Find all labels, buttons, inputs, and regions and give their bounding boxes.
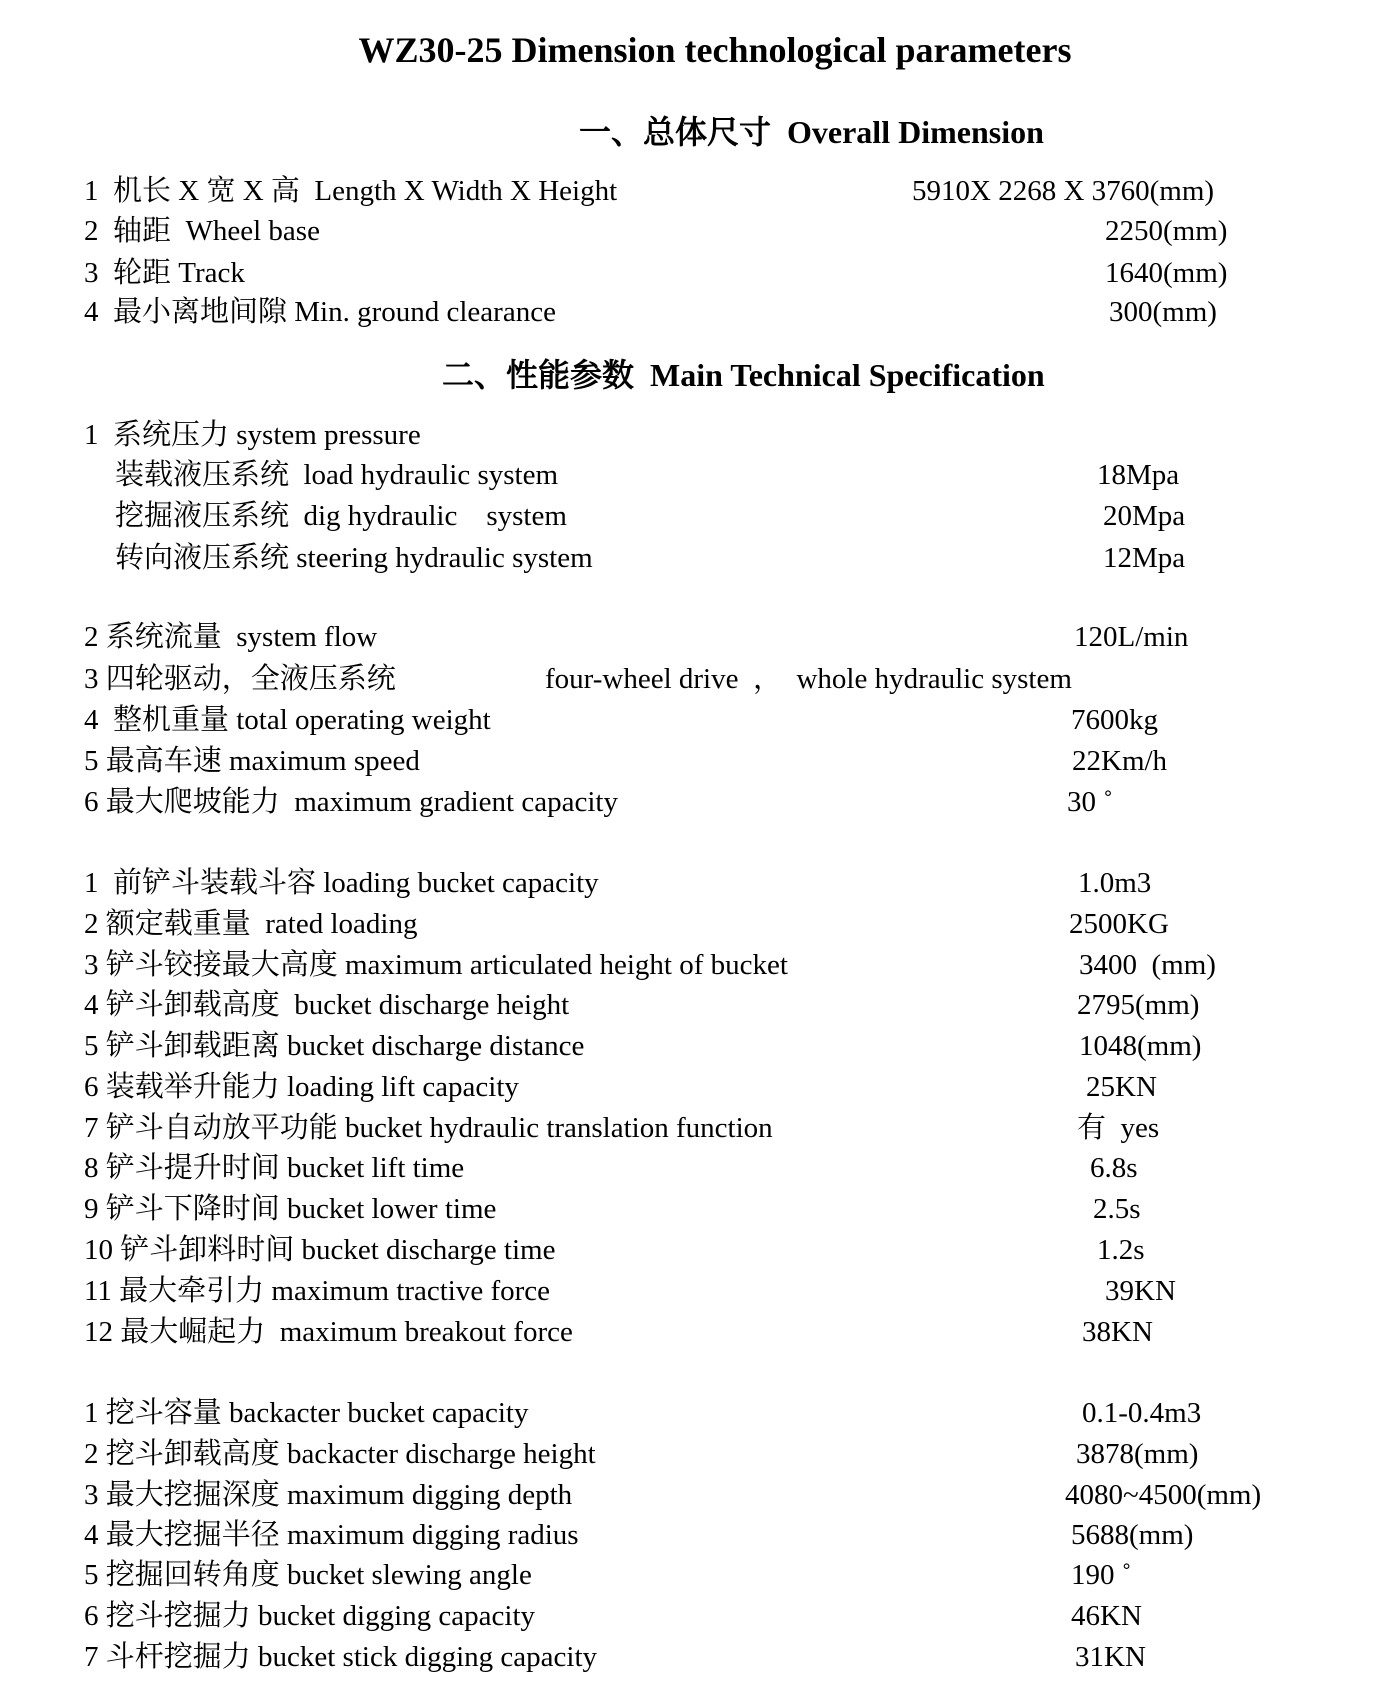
spec-label: 1 前铲斗装载斗容 loading bucket capacity bbox=[84, 867, 599, 899]
section-heading: 一、总体尺寸 Overall Dimension bbox=[579, 114, 1044, 150]
spec-value: 1048(mm) bbox=[1079, 1030, 1202, 1062]
spec-value: 2795(mm) bbox=[1077, 989, 1200, 1021]
spec-label: 8 铲斗提升时间 bucket lift time bbox=[84, 1152, 465, 1184]
spec-value: 38KN bbox=[1082, 1316, 1153, 1348]
spec-value: four-wheel drive ， whole hydraulic system bbox=[545, 663, 1072, 695]
spec-label: 2 轴距 Wheel base bbox=[84, 215, 320, 247]
spec-label: 5 最高车速 maximum speed bbox=[84, 745, 420, 777]
spec-value: 7600kg bbox=[1071, 704, 1158, 736]
spec-label: 3 四轮驱动，全液压系统 bbox=[84, 663, 396, 695]
spec-value: 有 yes bbox=[1077, 1112, 1160, 1144]
spec-label: 转向液压系统 steering hydraulic system bbox=[115, 542, 593, 574]
spec-label: 装载液压系统 load hydraulic system bbox=[115, 459, 559, 491]
spec-label: 7 铲斗自动放平功能 bucket hydraulic translation function bbox=[84, 1112, 773, 1144]
spec-label: 5 铲斗卸载距离 bucket discharge distance bbox=[84, 1030, 585, 1062]
spec-value: 18Mpa bbox=[1097, 459, 1180, 491]
spec-value: 300(mm) bbox=[1109, 296, 1217, 328]
spec-label: 3 轮距 Track bbox=[84, 257, 245, 289]
spec-value: 25KN bbox=[1086, 1071, 1157, 1103]
section-heading: 二、性能参数 Main Technical Specification bbox=[442, 357, 1045, 393]
spec-label: 3 最大挖掘深度 maximum digging depth bbox=[84, 1479, 573, 1511]
spec-value: 190 ˚ bbox=[1071, 1559, 1132, 1591]
spec-label: 9 铲斗下降时间 bucket lower time bbox=[84, 1193, 497, 1225]
spec-value: 46KN bbox=[1071, 1600, 1142, 1632]
spec-label: 1 系统压力 system pressure bbox=[84, 419, 421, 451]
spec-value: 22Km/h bbox=[1072, 745, 1168, 777]
spec-value: 1.0m3 bbox=[1078, 867, 1152, 899]
spec-label: 11 最大牵引力 maximum tractive force bbox=[84, 1275, 551, 1307]
spec-value: 30 ˚ bbox=[1067, 786, 1113, 818]
spec-label: 2 系统流量 system flow bbox=[84, 621, 378, 653]
spec-label: 7 斗杆挖掘力 bucket stick digging capacity bbox=[84, 1641, 598, 1673]
spec-label: 4 整机重量 total operating weight bbox=[84, 704, 491, 736]
document-title: WZ30-25 Dimension technological parameters bbox=[358, 30, 1072, 70]
spec-value: 6.8s bbox=[1090, 1152, 1138, 1184]
spec-value: 4080~4500(mm) bbox=[1065, 1479, 1262, 1511]
spec-label: 6 最大爬坡能力 maximum gradient capacity bbox=[84, 786, 618, 818]
spec-value: 39KN bbox=[1105, 1275, 1176, 1307]
spec-value: 2500KG bbox=[1069, 908, 1169, 940]
spec-value: 2250(mm) bbox=[1105, 215, 1228, 247]
spec-value: 5910X 2268 X 3760(mm) bbox=[912, 175, 1215, 207]
spec-label: 4 最小离地间隙 Min. ground clearance bbox=[84, 296, 556, 328]
spec-value: 1.2s bbox=[1097, 1234, 1145, 1266]
spec-value: 3878(mm) bbox=[1076, 1438, 1199, 1470]
spec-value: 12Mpa bbox=[1103, 542, 1186, 574]
spec-value: 120L/min bbox=[1074, 621, 1189, 653]
spec-label: 10 铲斗卸料时间 bucket discharge time bbox=[84, 1234, 556, 1266]
spec-label: 2 挖斗卸载高度 backacter discharge height bbox=[84, 1438, 596, 1470]
spec-value: 31KN bbox=[1075, 1641, 1146, 1673]
spec-value: 0.1-0.4m3 bbox=[1082, 1397, 1202, 1429]
spec-label: 4 最大挖掘半径 maximum digging radius bbox=[84, 1519, 579, 1551]
spec-value: 5688(mm) bbox=[1071, 1519, 1194, 1551]
spec-value: 3400 (mm) bbox=[1079, 949, 1216, 981]
spec-label: 挖掘液压系统 dig hydraulic system bbox=[115, 500, 567, 532]
spec-label: 5 挖掘回转角度 bucket slewing angle bbox=[84, 1559, 532, 1591]
spec-label: 6 挖斗挖掘力 bucket digging capacity bbox=[84, 1600, 536, 1632]
spec-label: 1 挖斗容量 backacter bucket capacity bbox=[84, 1397, 529, 1429]
spec-label: 3 铲斗铰接最大高度 maximum articulated height of bucket bbox=[84, 949, 788, 981]
spec-label: 4 铲斗卸载高度 bucket discharge height bbox=[84, 989, 570, 1021]
spec-value: 2.5s bbox=[1093, 1193, 1141, 1225]
spec-value: 1640(mm) bbox=[1105, 257, 1228, 289]
spec-label: 6 装载举升能力 loading lift capacity bbox=[84, 1071, 519, 1103]
spec-label: 1 机长 X 宽 X 高 Length X Width X Height bbox=[84, 175, 618, 207]
spec-label: 12 最大崛起力 maximum breakout force bbox=[84, 1316, 573, 1348]
spec-label: 2 额定载重量 rated loading bbox=[84, 908, 418, 940]
spec-value: 20Mpa bbox=[1103, 500, 1186, 532]
